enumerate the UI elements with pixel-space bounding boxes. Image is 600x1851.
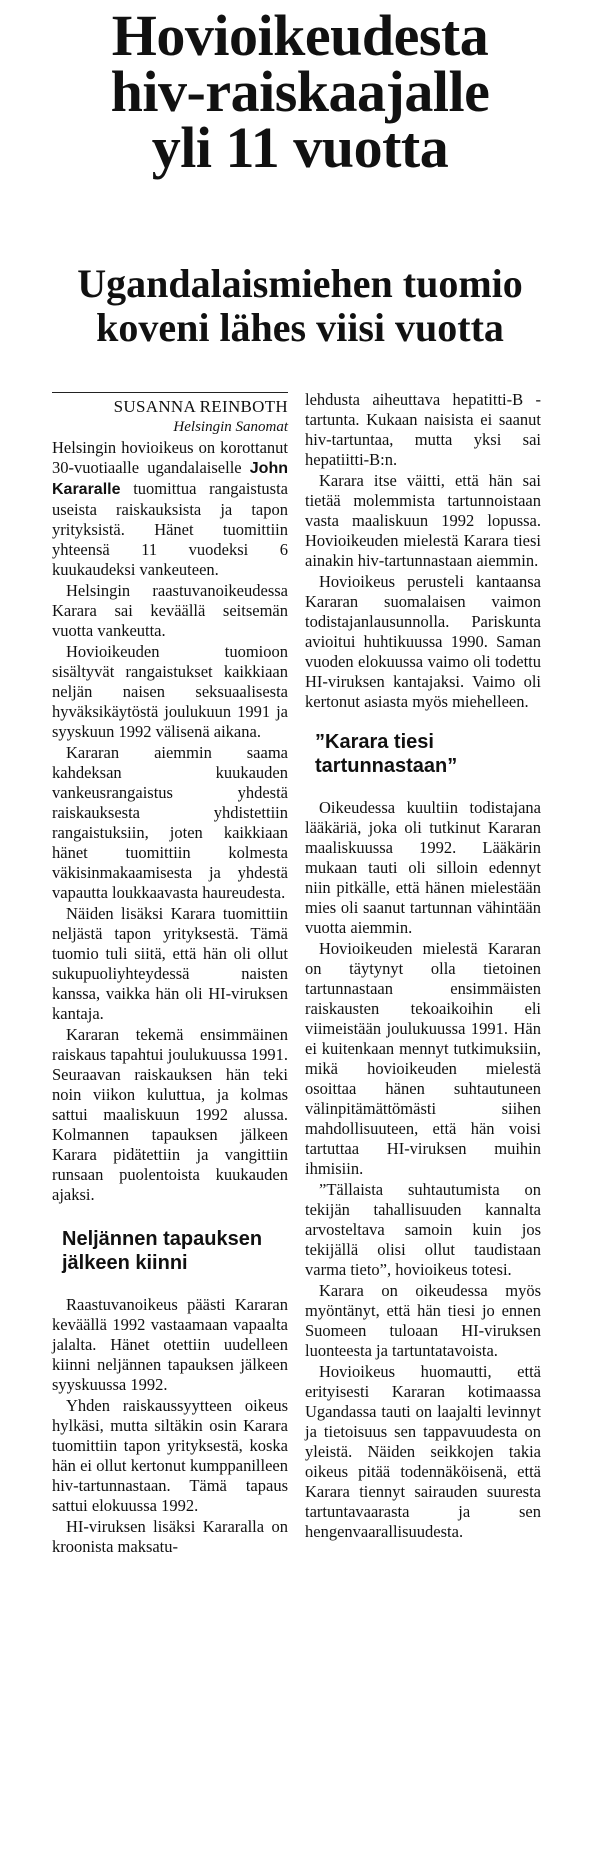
paragraph-continued: lehdusta aiheuttava hepatitti-B -tartunta. Kukaan naisista ei saanut hiv-tartuntaa, mutta yksi sai hepatiitti-B:n. — [305, 390, 541, 469]
paragraph: Helsingin raastuvanoikeudessa Karara sai keväällä seitsemän vuotta vankeutta. — [52, 581, 288, 640]
lead-text-after: tuomittua rangaistusta useista raiskauksista ja tapon yrityksistä. Hänet tuomittiin yhteensä 11 vuodeksi 6 kuukaudeksi vankeuteen. — [52, 479, 288, 579]
headline-line: Hovioikeudesta — [111, 3, 489, 68]
headline — [40, 3, 560, 180]
paragraph: Karara itse väitti, että hän sai tietää molemmista tartunnoistaan vasta maaliskuun 1992 lopussa. Hovioikeuden mielestä Karara tiesi ainakin hiv-tartunnastaan aiemmin. — [305, 471, 541, 570]
lead-paragraph — [52, 438, 288, 580]
headline-line: hiv-raiskaajalle — [110, 59, 490, 124]
paragraph: Näiden lisäksi Karara tuomittiin neljästä tapon yrityksestä. Tämä tuomio tuli siitä, että hän oli ollut sukupuoliyhteydessä naisten kanssa, vaikka hän oli HI-viruksen kantaja. — [52, 904, 288, 1023]
paragraph: Kararan aiemmin saama kahdeksan kuukauden vankeusrangaistus yhdestä raiskauksesta yhdistettiin rangaistuksiin, joten kaikkiaan hänet tuomittiin kolmesta väkisinmakaamisesta ja yhdestä vapautta loukkaavasta haureudesta. — [52, 743, 288, 902]
headline-line: yli 11 vuotta — [151, 115, 449, 180]
subheadline-line: Ugandalaismiehen tuomio — [77, 261, 523, 306]
subheading — [62, 1227, 288, 1275]
column-left — [52, 392, 288, 1557]
byline-rule — [52, 392, 288, 393]
subheadline — [40, 262, 560, 350]
subheading — [315, 730, 541, 778]
column-right — [305, 390, 541, 1542]
lead-text-before: Helsingin hovioikeus on korottanut 30-vuotiaalle ugandalaiselle — [52, 438, 288, 477]
subheading-line: Neljännen tapauksen — [62, 1228, 263, 1250]
paragraph: Hovioikeus perusteli kantaansa Kararan suomalaisen vaimon todistajanlausunnolla. Pariskunta avioitui huhtikuussa 1990. Saman vuoden elokuussa vaimo oli todettu HI-viruksen kantajaksi. Vaimo oli kertonut asiasta myös miehelleen. — [305, 572, 541, 711]
paragraph: Yhden raiskaussyytteen oikeus hylkäsi, mutta siltäkin osin Karara tuomittiin tapon yrityksestä, koska hän ei ollut kertonut kumppanilleen hiv-tartunnastaan. Tämä tapaus sattui elokuussa 1992. — [52, 1396, 288, 1515]
subheadline-line: koveni lähes viisi vuotta — [96, 305, 504, 350]
paragraph: Kararan tekemä ensimmäinen raiskaus tapahtui joulukuussa 1991. Seuraavan raiskauksen hän teki noin viikon kuluttua, ja kolmas sattui maaliskuun 1992 alussa. Kolmannen tapauksen jälkeen Karara pidätettiin ja vangittiin runsaan puolentoista kuukauden ajaksi. — [52, 1025, 288, 1204]
defendant-name: John Kararalle — [52, 460, 288, 498]
byline: SUSANNA REINBOTH — [113, 397, 288, 416]
paragraph: Hovioikeuden mielestä Kararan on täytynyt olla tietoinen tartunnastaan ensimmäisten raiskausten tekoaikoihin eli viimeistään joulukuussa 1991. Hän ei kuitenkaan mennyt tutkimuksiin, mikä hovioikeuden mielestä osoittaa hänen suhtautuneen välinpitämättömästi siihen mahdollisuuteen, että hän voisi tartuttaa HI-viruksen muihin ihmisiin. — [305, 939, 541, 1178]
paragraph: Raastuvanoikeus päästi Kararan keväällä 1992 vastaamaan vapaalta jalalta. Hänet otettiin uudelleen kiinni neljännen tapauksen jälkeen syyskuussa 1992. — [52, 1295, 288, 1394]
subheading-line: jälkeen kiinni — [62, 1252, 188, 1274]
paragraph: ”Tällaista suhtautumista on tekijän tahallisuuden kannalta arvosteltava samoin kuin jos tekijällä olisi ollut taudistaan varma tieto”, hovioikeus totesi. — [305, 1180, 541, 1279]
paragraph: Hovioikeus huomautti, että erityisesti Kararan kotimaassa Ugandassa tauti on laajalti levinnyt ja tietoisuus sen tappavuudesta on yleistä. Näiden seikkojen takia oikeus pitää todennäköisenä, että Karara tiennyt sairauden suuresta tartuntavaarasta ja sen hengenvaarallisuudesta. — [305, 1362, 541, 1541]
subheading-line: tartunnastaan” — [315, 755, 458, 777]
paragraph: Oikeudessa kuultiin todistajana lääkäriä, joka oli tutkinut Kararan maaliskuussa 1992. Lääkärin mukaan tauti oli silloin edennyt niin pitkälle, että hänen mielestään mies oli saanut tartunnan vähintään vuotta aiemmin. — [305, 798, 541, 937]
paragraph: Karara on oikeudessa myös myöntänyt, että hän tiesi jo ennen Suomeen tuloaan HI-viruksen luonteesta ja tartuntatavoista. — [305, 1281, 541, 1360]
paragraph: Hovioikeuden tuomioon sisältyvät rangaistukset kaikkiaan neljän naisen seksuaalisesta hyväksikäytöstä joulukuun 1991 ja syyskuun 1992 välisenä aikana. — [52, 642, 288, 741]
subheading-line: ”Karara tiesi — [315, 731, 434, 753]
paragraph: HI-viruksen lisäksi Kararalla on kroonista maksatu- — [52, 1517, 288, 1556]
source: Helsingin Sanomat — [173, 419, 288, 435]
